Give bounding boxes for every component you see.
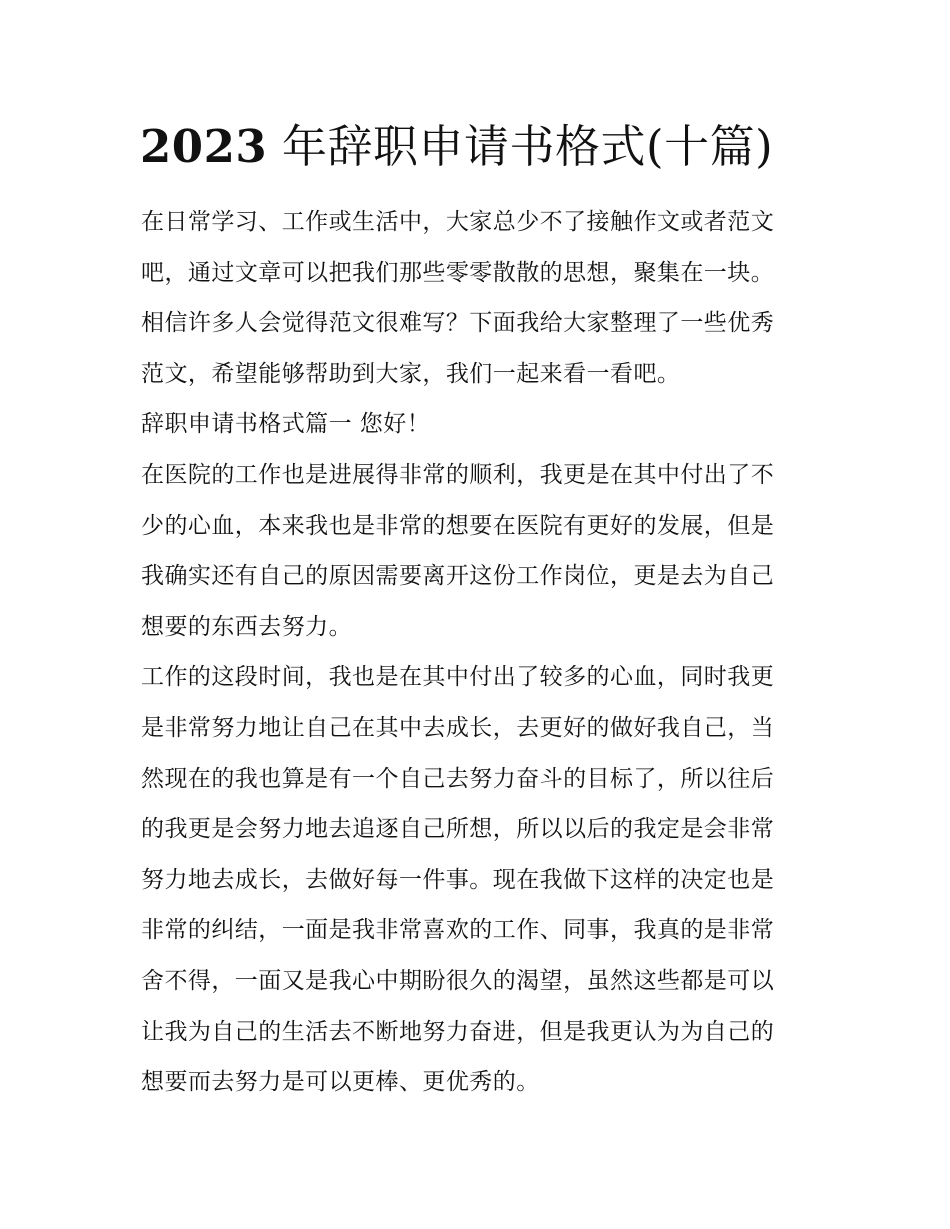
text-line: 工作的这段时间，我也是在其中付出了较多的心血，同时我更 [141,664,775,691]
document-title [140,112,830,182]
text-line: 少的心血，本来我也是非常的想要在医院有更好的发展，但是 [141,512,775,539]
text-line: 吧，通过文章可以把我们那些零零散散的思想，聚集在一块。 [141,259,775,286]
text-line: 我确实还有自己的原因需要离开这份工作岗位，更是去为自己 [141,563,775,590]
text-line: 在日常学习、工作或生活中，大家总少不了接触作文或者范文 [141,209,775,235]
text-line: 舍不得，一面又是我心中期盼很久的渴望，虽然这些都是可以 [141,967,775,994]
section-heading-line: 辞职申请书格式篇一 您好！ [141,411,431,438]
text-line: 努力地去成长，去做好每一件事。现在我做下这样的决定也是 [141,866,775,893]
text-line: 想要的东西去努力。 [141,613,353,640]
text-line: 的我更是会努力地去追逐自己所想，所以以后的我定是会非常 [141,816,775,843]
text-line: 范文，希望能够帮助到大家，我们一起来看一看吧。 [141,360,681,387]
text-line: 非常的纠结，一面是我非常喜欢的工作、同事，我真的是非常 [141,917,775,944]
text-line: 想要而去努力是可以更棒、更优秀的。 [141,1069,540,1096]
text-line: 然现在的我也算是有一个自己去努力奋斗的目标了，所以往后 [141,765,775,792]
title-year: 2023 [140,120,268,173]
document-body [141,197,821,1108]
text-line: 相信许多人会觉得范文很难写？下面我给大家整理了一些优秀 [141,310,775,337]
title-text: 年辞职申请书格式(十篇) [267,120,774,173]
text-line: 让我为自己的生活去不断地努力奋进，但是我更认为为自己的 [141,1018,775,1045]
text-line: 是非常努力地让自己在其中去成长，去更好的做好我自己，当 [141,714,775,741]
text-line: 在医院的工作也是进展得非常的顺利，我更是在其中付出了不 [141,461,775,488]
